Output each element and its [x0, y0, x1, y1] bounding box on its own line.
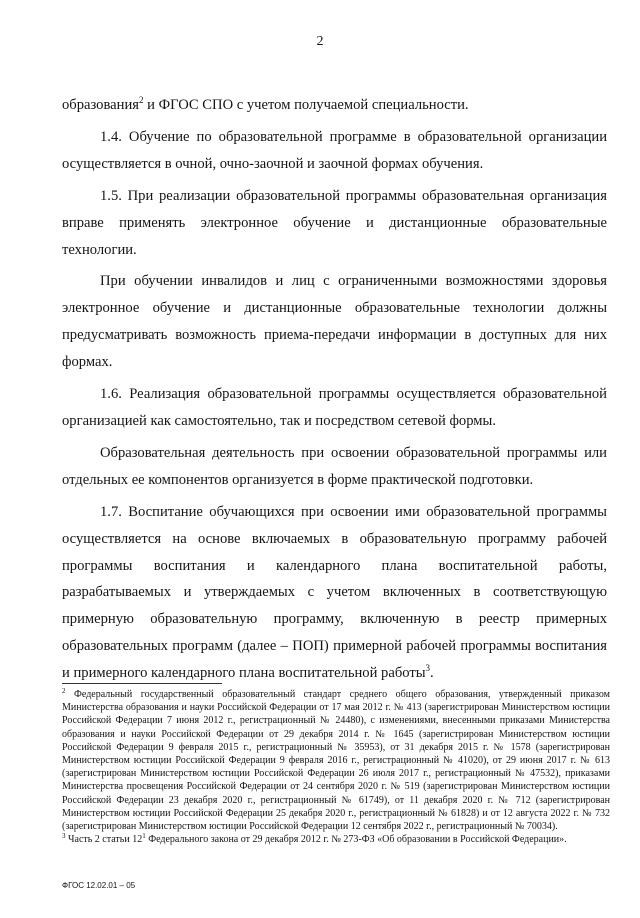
- footnote-3-mark: 3: [62, 832, 66, 841]
- footnote-ref-3: 3: [425, 663, 431, 674]
- paragraph-1-7-end: .: [430, 665, 434, 682]
- paragraph-1: [62, 92, 607, 119]
- body-text: [62, 92, 607, 687]
- footnote-3: [62, 833, 610, 846]
- footnotes: [62, 688, 610, 846]
- paragraph-1-4: 1.4. Обучение по образовательной программе в образовательной организации осуществляется в очной, очно-заочной и заочной формах обучения.: [62, 128, 607, 172]
- footnote-2: [62, 688, 610, 833]
- paragraph-1-7-text: 1.7. Воспитание обучающихся при освоении ими образовательной программы осуществляется на основе включаемых в образовательную программу рабочей программы воспитания и календарного плана воспитательной работы, разрабатываемых и утверждаемых с учетом включенных в соответствующую примерную образовательную программу, включенную в реестр примерных образовательных программ (далее – ПОП) примерной рабочей программы воспитания и примерного календарного плана воспитательной работы: [62, 503, 607, 682]
- footnote-ref-2: 2: [138, 95, 144, 105]
- paragraph-1-6: 1.6. Реализация образовательной программы осуществляется образовательной организацией как самостоятельно, так и посредством сетевой формы.: [62, 386, 607, 429]
- footnote-2-text: Федеральный государственный образовательный стандарт среднего общего образования, утвержденный приказом Министерства образования и науки Российской Федерации от 17 мая 2012 г. № 413 (зарегистрирован Министерством юстиции Российской Федерации 7 июня 2012 г., регистрационный № 24480), с изменениями, внесенными приказами Министерства образования и науки Российской Федерации от 29 декабря 2014 г. № 1645 (зарегистрирован Министерством юстиции Российской Федерации 9 февраля 2015 г., регистрационный № 35953), от 31 декабря 2015 г. № 1578 (зарегистрирован Министерством юстиции Российской Федерации 9 февраля 2016 г., регистрационный № 41020), от 29 июня 2017 г. № 613 (зарегистрирован Министерством юстиции Российской Федерации 26 июля 2017 г., регистрационный № 47532), приказами Министерства просвещения Российской Федерации от 24 сентября 2020 г. № 519 (зарегистрирован Министерством юстиции Российской Федерации 23 декабря 2020 г., регистрационный № 61749), от 11 декабря 2020 г. № 712 (зарегистрирован Министерством юстиции Российской Федерации 25 декабря 2020 г., регистрационный № 61828) и от 12 августа 2022 г. № 732 (зарегистрирован Министерством юстиции Российской Федерации 12 сентября 2022 г., регистрационный № 70034).: [62, 689, 610, 833]
- paragraph-1-7: [62, 499, 607, 687]
- paragraph-1-text-end: и ФГОС СПО с учетом получаемой специальности.: [143, 97, 469, 113]
- footnote-separator: [62, 683, 222, 684]
- footnote-3-text-end: Федерального закона от 29 декабря 2012 г. № 273-ФЗ «Об образовании в Российской Федерации».: [145, 834, 567, 846]
- footnote-3-article-sup: 1: [142, 832, 146, 841]
- paragraph-1-text: образования: [62, 97, 139, 113]
- document-code: ФГОС 12.02.01 – 05: [62, 881, 136, 890]
- paragraph-practical-training: Образовательная деятельность при освоении образовательной программы или отдельных ее компонентов организуется в форме практической подготовки.: [62, 444, 607, 488]
- paragraph-1-5: 1.5. При реализации образовательной программы образовательная организация вправе применять электронное обучение и дистанционные образовательные технологии.: [62, 187, 607, 258]
- footnote-3-text: Часть 2 статьи 12: [65, 834, 143, 846]
- footnote-2-mark: 2: [62, 687, 66, 695]
- paragraph-disabled-learners: При обучении инвалидов и лиц с ограниченными возможностями здоровья электронное обучение и дистанционные образовательные технологии должны предусматривать возможность приема-передачи информации в доступных для них формах.: [62, 273, 607, 371]
- page-number: 2: [316, 34, 324, 49]
